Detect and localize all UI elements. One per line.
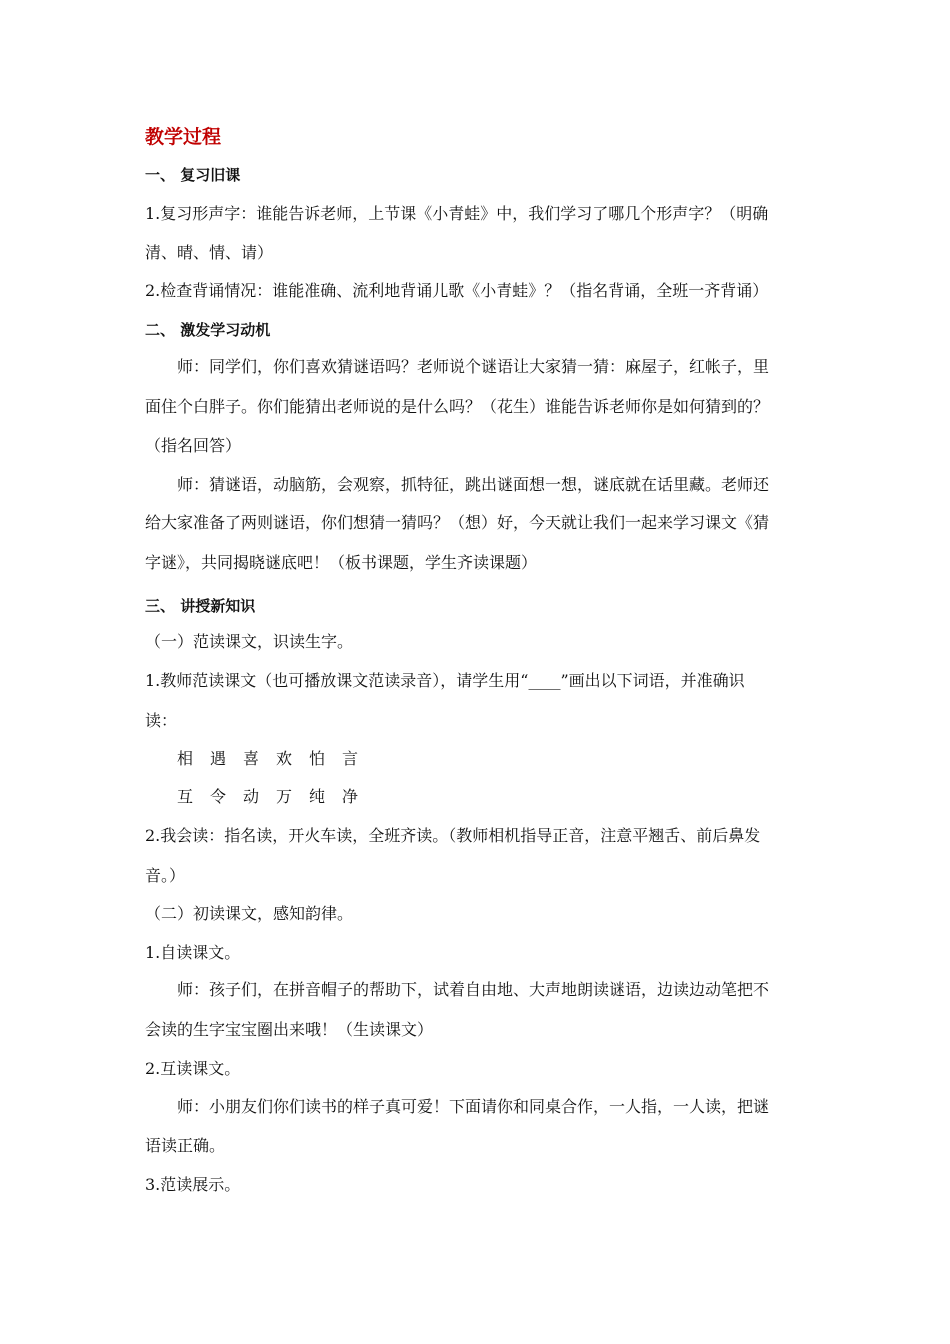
paragraph-line: 1.教师范读课文（也可播放课文范读录音），请学生用“____”画出以下词语，并准确识 [145,671,745,690]
paragraph-line: 会读的生字宝宝圈出来哦！（生读课文） [145,1020,434,1039]
page-title: 教学过程 [145,126,222,148]
section-heading-motivation: 二、 激发学习动机 [145,321,271,339]
character: 言 [342,749,359,768]
paragraph-line: 1.复习形声字：谁能告诉老师，上节课《小青蛙》中，我们学习了哪几个形声字？（明确 [145,204,769,223]
character-row-2 [177,787,375,807]
paragraph-line: 师：孩子们，在拼音帽子的帮助下，试着自由地、大声地朗读谜语，边读边动笔把不 [177,980,770,999]
paragraph-line: 师：同学们，你们喜欢猜谜语吗？老师说个谜语让大家猜一猜：麻屋子，红帐子，里 [177,357,770,376]
list-item: 1.自读课文。 [145,943,241,962]
paragraph-line: （指名回答） [145,436,242,455]
character: 欢 [276,749,293,768]
character: 动 [243,787,260,806]
character: 怕 [309,749,326,768]
paragraph-line: 师：小朋友们你们读书的样子真可爱！下面请你和同桌合作，一人指，一人读，把谜 [177,1097,770,1116]
paragraph-line: 2.我会读：指名读，开火车读，全班齐读。（教师相机指导正音，注意平翘舌、前后鼻发 [145,826,761,845]
character: 净 [342,787,359,806]
list-item: 2.互读课文。 [145,1059,241,1078]
paragraph-line: 音。） [145,866,186,885]
paragraph-line: 给大家准备了两则谜语，你们想猜一猜吗？（想）好，今天就让我们一起来学习课文《猜 [145,513,770,532]
paragraph-line: 读： [145,711,178,730]
character: 万 [276,787,293,806]
paragraph-line: 师：猜谜语，动脑筋，会观察，抓特征，跳出谜面想一想，谜底就在话里藏。老师还 [177,475,770,494]
character: 令 [210,787,227,806]
character: 喜 [243,749,260,768]
paragraph-line: 面住个白胖子。你们能猜出老师说的是什么吗？（花生）谁能告诉老师你是如何猜到的？ [145,397,770,416]
paragraph-line: 2.检查背诵情况：谁能准确、流利地背诵儿歌《小青蛙》？（指名背诵，全班一齐背诵） [145,281,769,300]
character-row-1 [177,749,375,769]
paragraph-line: 清、晴、情、请） [145,243,274,262]
character: 相 [177,749,194,768]
character: 互 [177,787,194,806]
section-heading-review: 一、 复习旧课 [145,166,241,184]
paragraph-line: 字谜》，共同揭晓谜底吧！（板书课题，学生齐读课题） [145,553,538,572]
subsection-heading: （二）初读课文，感知韵律。 [145,904,354,923]
character: 遇 [210,749,227,768]
subsection-heading: （一）范读课文，识读生字。 [145,632,354,651]
list-item: 3.范读展示。 [145,1175,241,1194]
paragraph-line: 语读正确。 [145,1136,226,1155]
character: 纯 [309,787,326,806]
section-heading-new-knowledge: 三、 讲授新知识 [145,597,256,615]
